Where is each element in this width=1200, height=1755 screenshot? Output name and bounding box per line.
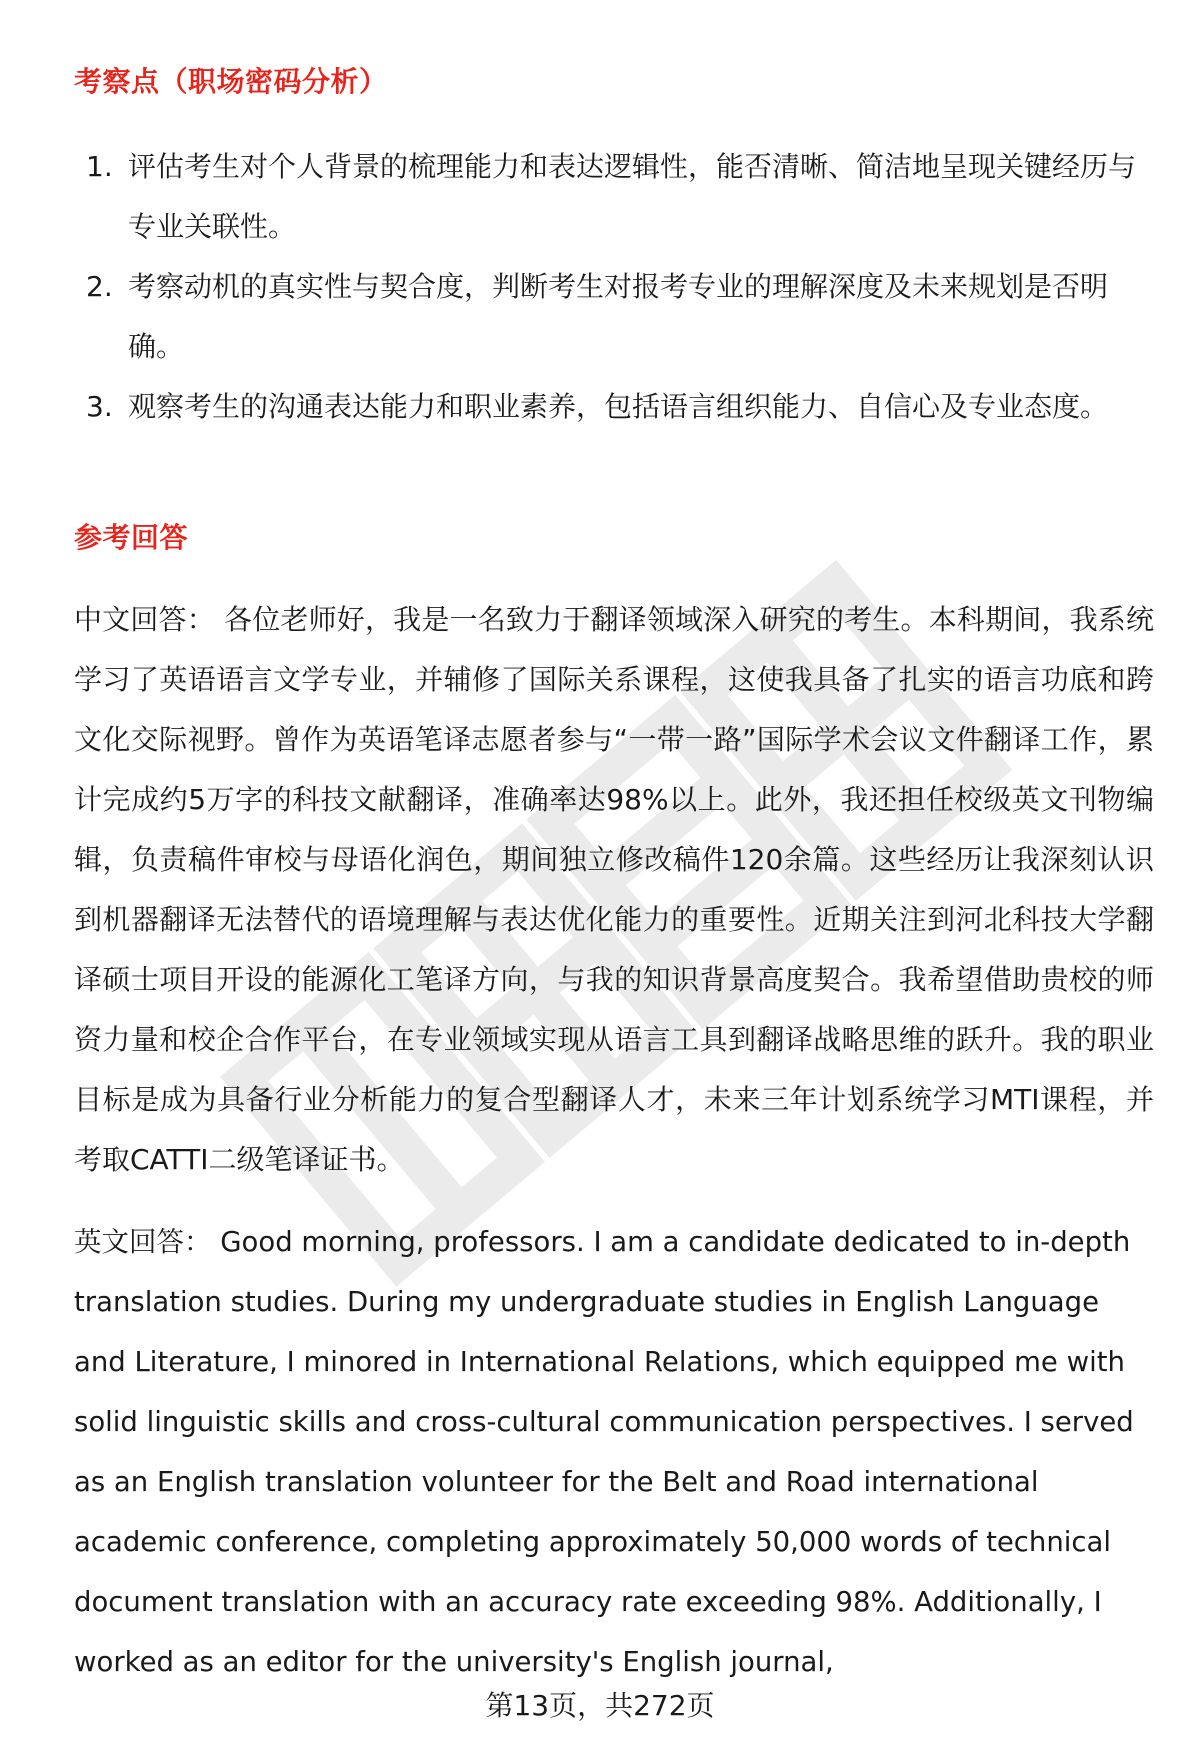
list-item: [80, 137, 1150, 257]
page-number-footer: 第13页，共272页: [485, 1689, 715, 1722]
chinese-answer-paragraph: 中文回答： 各位老师好，我是一名致力于翻译领域深入研究的考生。本科期间，我系统学习了英语语言文学专业，并辅修了国际关系课程，这使我具备了扎实的语言功底和跨文化交际视野。曾作为英语笔译志愿者参与“一带一路”国际学术会议文件翻译工作，累计完成约5万字的科技文献翻译，准确率达98%以上。此外，我还担任校级英文刊物编辑，负责稿件审校与母语化润色，期间独立修改稿件120余篇。这些经历让我深刻认识到机器翻译无法替代的语境理解与表达优化能力的重要性。近期关注到河北科技大学翻译硕士项目开设的能源化工笔译方向，与我的知识背景高度契合。我希望借助贵校的师资力量和校企合作平台，在专业领域实现从语言工具到翻译战略思维的跃升。我的职业目标是成为具备行业分析能力的复合型翻译人才，未来三年计划系统学习MTI课程，并考取CATTI二级笔译证书。: [74, 603, 1154, 1176]
section-heading-exam-points: 考察点（职场密码分析）: [74, 65, 388, 98]
section-heading-reference-answer: 参考回答: [74, 521, 189, 554]
list-item-number: 1.: [86, 150, 113, 183]
list-item-number: 3.: [86, 390, 113, 423]
list-item: [80, 377, 1150, 437]
list-item-number: 2.: [86, 270, 113, 303]
list-item-text: 观察考生的沟通表达能力和职业素养，包括语言组织能力、自信心及专业态度。: [128, 390, 1109, 423]
exam-points-list: [80, 137, 1150, 437]
list-item-text: 考察动机的真实性与契合度，判断考生对报考专业的理解深度及未来规划是否明确。: [128, 270, 1109, 363]
list-item: [80, 257, 1150, 377]
list-item-text: 评估考生对个人背景的梳理能力和表达逻辑性，能否清晰、简洁地呈现关键经历与专业关联性。: [128, 150, 1137, 243]
english-answer-paragraph: 英文回答： Good morning, professors. I am a candidate dedicated to in-depth translation studies. During my undergraduate studies in English Language and Literature, I minored in International Relations, which equipped me with solid linguistic skills and cross-cultural communication perspectives. I served as an English translation volunteer for the Belt and Road international academic conference, completing approximately 50,000 words of technical document translation with an accuracy rate exceeding 98%. Additionally, I worked as an editor for the university's English journal,: [74, 1226, 1134, 1678]
